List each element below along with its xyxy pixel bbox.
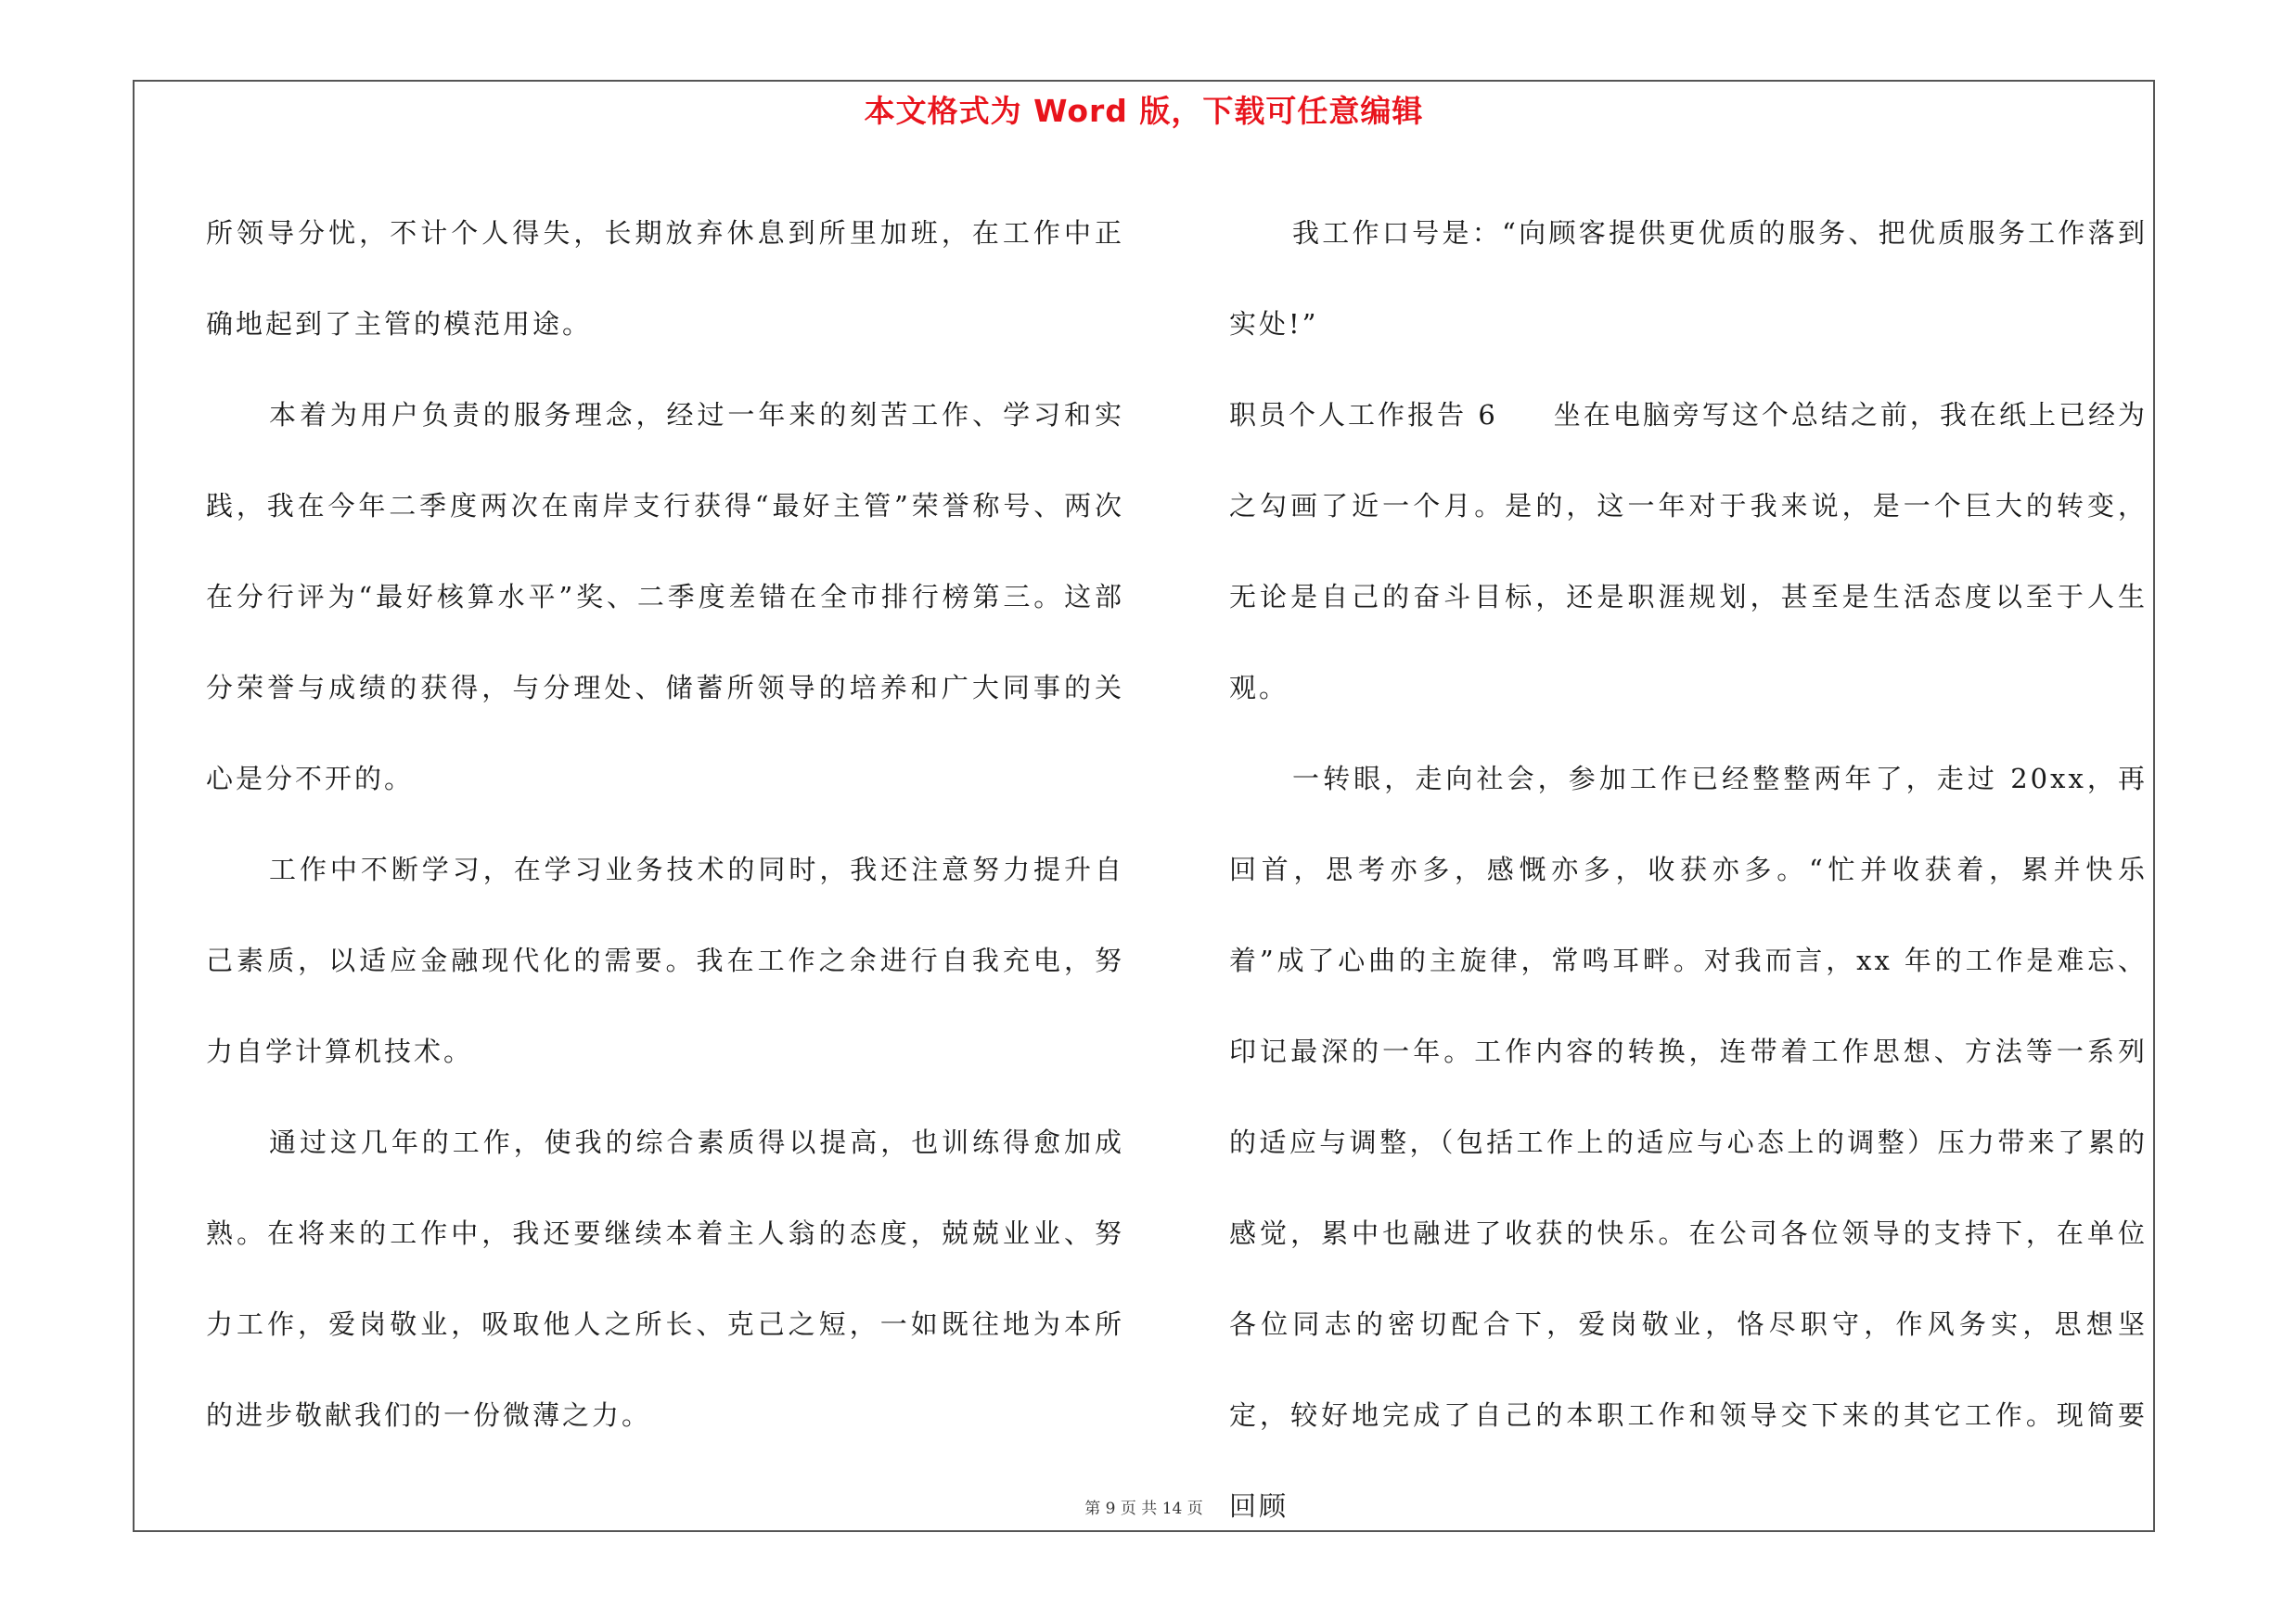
paragraph: 所领导分忧，不计个人得失，长期放弃休息到所里加班，在工作中正确地起到了主管的模范用途。	[206, 217, 1124, 340]
section-heading: 职员个人工作报告 6	[1229, 399, 1498, 431]
paragraph: 一转眼，走向社会，参加工作已经整整两年了，走过 20xx，再回首，思考亦多，感慨亦多，收获亦多。“忙并收获着，累并快乐着”成了心曲的主旋律，常鸣耳畔。对我而言，xx 年的工作是难忘、印记最深的一年。工作内容的转换，连带着工作思想、方法等一系列的适应与调整，（包括工作上的适应与心态上的调整）压力带来了累的感觉，累中也融进了收获的快乐。在公司各位领导的支持下，在单位各位同志的密切配合下，爱岗敬业，恪尽职守，作风务实，思想坚定，较好地完成了自己的本职工作和领导交下来的其它工作。现简要回顾	[1229, 763, 2148, 1522]
right-text-column	[1229, 187, 2148, 1552]
section-paragraph	[1229, 369, 2148, 733]
format-notice-banner: 本文格式为 Word 版，下载可任意编辑	[864, 93, 1424, 129]
left-text-column	[206, 187, 1124, 1461]
paragraph: 通过这几年的工作，使我的综合素质得以提高，也训练得愈加成熟。在将来的工作中，我还要继续本着主人翁的态度，兢兢业业、努力工作，爱岗敬业，吸取他人之所长、克己之短，一如既往地为本所的进步敬献我们的一份微薄之力。	[206, 1127, 1124, 1431]
paragraph-text: 坐在电脑旁写这个总结之前，我在纸上已经为之勾画了近一个月。是的，这一年对于我来说，是一个巨大的转变，无论是自己的奋斗目标，还是职涯规划，甚至是生活态度以至于人生观。	[1229, 399, 2148, 703]
document-page	[133, 80, 2155, 1532]
paragraph: 工作中不断学习，在学习业务技术的同时，我还注意努力提升自己素质，以适应金融现代化的需要。我在工作之余进行自我充电，努力自学计算机技术。	[206, 854, 1124, 1067]
page-number-footer: 第 9 页 共 14 页	[1084, 1500, 1203, 1518]
paragraph: 我工作口号是：“向顾客提供更优质的服务、把优质服务工作落到实处!”	[1229, 217, 2148, 340]
paragraph: 本着为用户负责的服务理念，经过一年来的刻苦工作、学习和实践，我在今年二季度两次在南岸支行获得“最好主管”荣誉称号、两次在分行评为“最好核算水平”奖、二季度差错在全市排行榜第三。这部分荣誉与成绩的获得，与分理处、储蓄所领导的培养和广大同事的关心是分不开的。	[206, 399, 1124, 794]
